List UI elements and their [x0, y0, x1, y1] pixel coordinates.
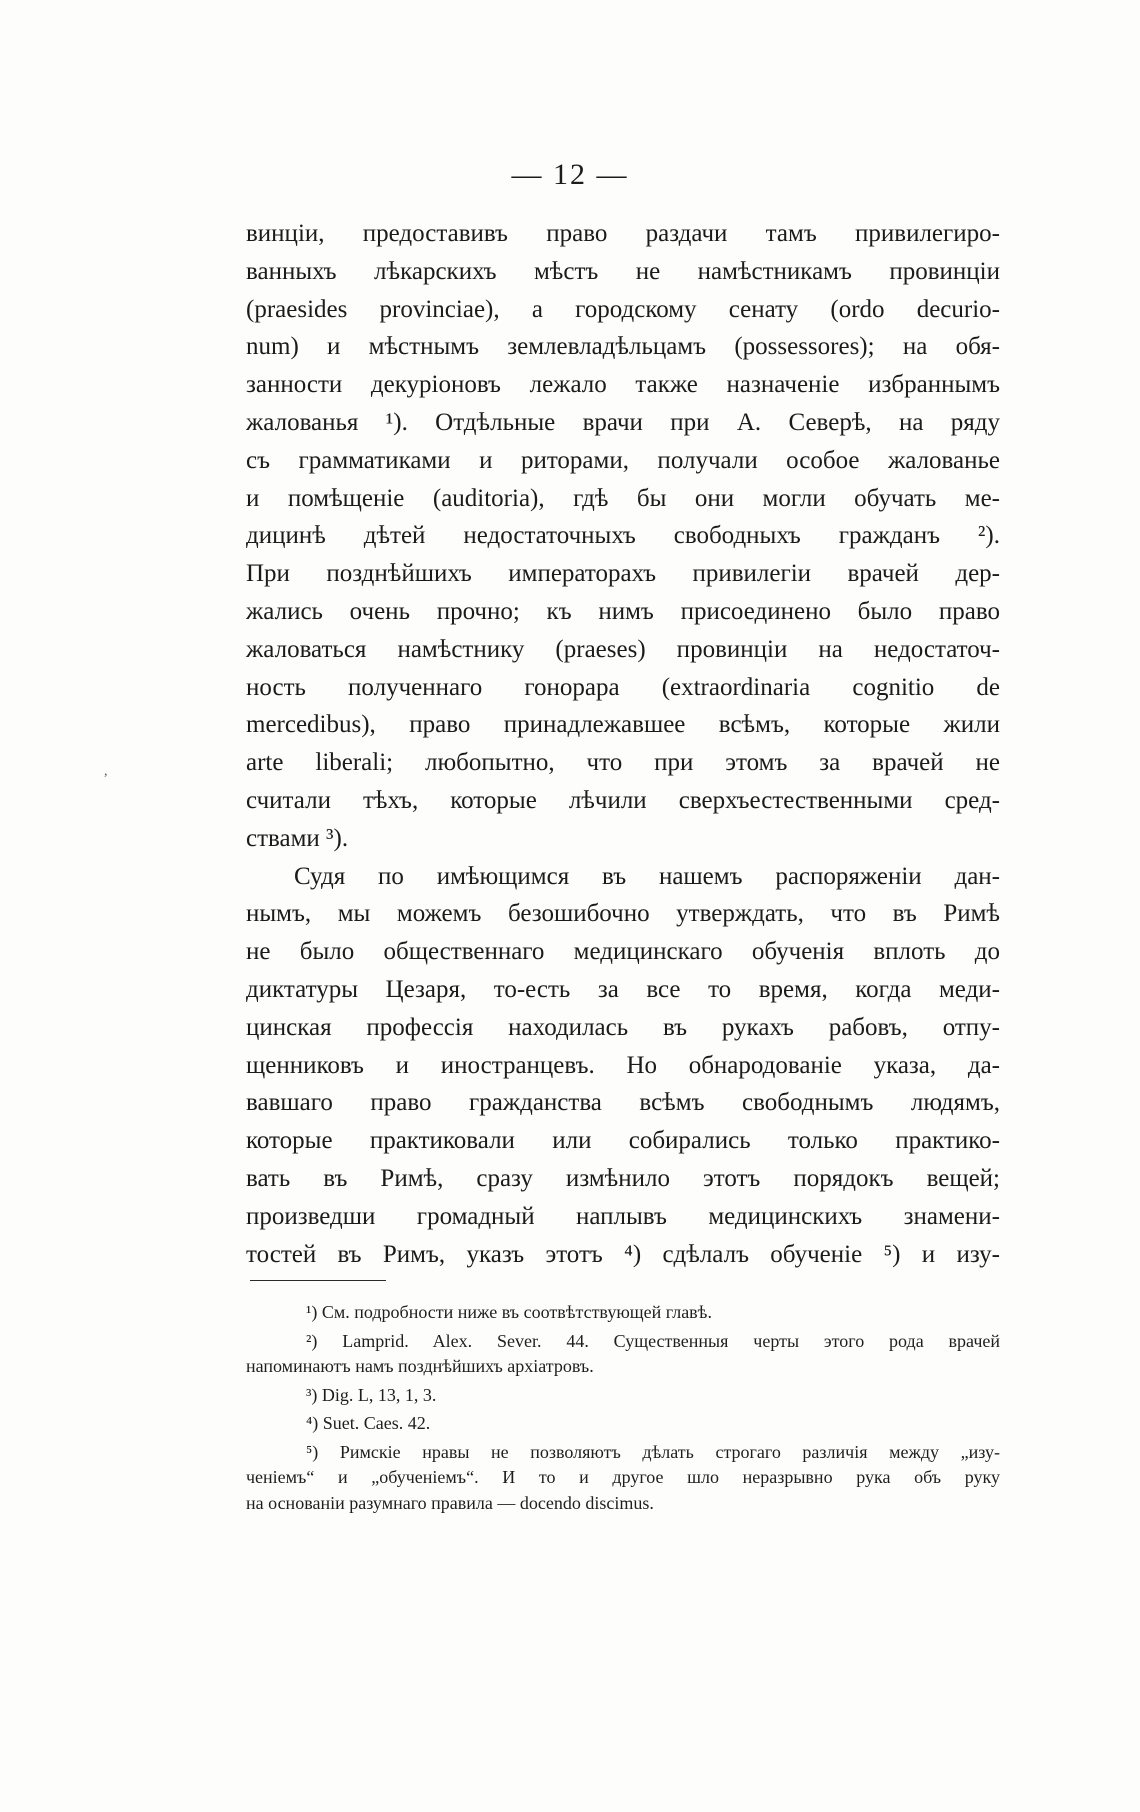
footnote-2: ²) Lamprid. Alex. Sever. 44. Существенныя черты этого рода врачей [306, 1330, 1000, 1351]
text-line: занности декуріоновъ лежало также назначеніе избраннымъ [246, 371, 1000, 399]
footnote-3: ³) Dig. L, 13, 1, 3. [306, 1384, 437, 1405]
footnote-5-continued: на основаніи разумнаго правила — docendo discimus. [246, 1492, 654, 1513]
text-line: num) и мѣстнымъ землевладѣльцамъ (possessores); на обя- [246, 333, 1000, 361]
text-line: При позднѣйшихъ императорахъ привилегіи врачей дер- [246, 560, 1000, 588]
text-line: считали тѣхъ, которые лѣчили сверхъестественными сред- [246, 786, 1000, 814]
text-line: диктатуры Цезаря, то-есть за все то время, когда меди- [246, 975, 1000, 1003]
page-number: — 12 — [511, 158, 629, 191]
text-line: тостей въ Римъ, указъ этотъ ⁴) сдѣлалъ обученіе ⁵) и изу- [246, 1240, 1000, 1268]
text-line: ванныхъ лѣкарскихъ мѣстъ не намѣстникамъ провинціи [246, 257, 1000, 285]
text-line: которые практиковали или собирались только практико- [246, 1127, 1000, 1155]
text-line: не было общественнаго медицинскаго обученія вплоть до [246, 938, 1000, 966]
text-line: щенниковъ и иностранцевъ. Но обнародованіе указа, да- [246, 1051, 1000, 1079]
footnote-4: ⁴) Suet. Caes. 42. [306, 1413, 431, 1433]
text-line: вать въ Римѣ, сразу измѣнило этотъ порядокъ вещей; [246, 1164, 1000, 1192]
footnotes [246, 1300, 1000, 1516]
text-line: и помѣщеніе (auditoria), гдѣ бы они могли обучать ме- [246, 484, 1000, 512]
text-line: (praesides provinciae), а городскому сенату (ordo decurio- [246, 295, 1000, 323]
text-line: произведши громадный наплывъ медицинскихъ знамени- [246, 1202, 1000, 1230]
footnote-separator [250, 1280, 386, 1281]
paragraph-start-line: Судя по имѣющимся въ нашемъ распоряженіи дан- [294, 862, 1000, 890]
text-line: съ грамматиками и риторами, получали особое жалованье [246, 446, 1000, 474]
text-line: жаловаться намѣстнику (praeses) провинціи на недостаточ- [246, 635, 1000, 663]
text-line: нымъ, мы можемъ безошибочно утверждать, что въ Римѣ [246, 900, 1000, 928]
text-line: вавшаго право гражданства всѣмъ свободнымъ людямъ, [246, 1089, 1000, 1117]
footnote-5: ⁵) Римскіе нравы не позволяютъ дѣлать строгаго различія между „изу- [306, 1441, 1000, 1462]
footnote-1: ¹) См. подробности ниже въ соотвѣтствующей главѣ. [306, 1302, 712, 1322]
text-line: цинская профессія находилась въ рукахъ рабовъ, отпу- [246, 1013, 1000, 1041]
text-line: ность полученнаго гонорара (extraordinaria cognitio de [246, 673, 1000, 701]
footnote-2-continued: напоминаютъ намъ позднѣйшихъ архіатровъ. [246, 1356, 594, 1376]
footnote-5-continued: ченіемъ“ и „обученіемъ“. И то и другое шло неразрывно рука объ руку [246, 1467, 1000, 1487]
margin-mark: , [104, 764, 108, 779]
text-line: mercedibus), право принадлежавшее всѣмъ, которые жили [246, 711, 1000, 739]
main-text [246, 215, 1000, 1273]
text-line: ствами ³). [246, 824, 349, 852]
text-line: дицинѣ дѣтей недостаточныхъ свободныхъ гражданъ ²). [246, 522, 1000, 550]
text-line: arte liberali; любопытно, что при этомъ за врачей не [246, 749, 1000, 777]
text-line: жалованья ¹). Отдѣльные врачи при А. Северѣ, на ряду [246, 408, 1000, 436]
text-line: жались очень прочно; къ нимъ присоединено было право [246, 597, 1000, 625]
text-line: винціи, предоставивъ право раздачи тамъ привилегиро- [246, 220, 1000, 247]
